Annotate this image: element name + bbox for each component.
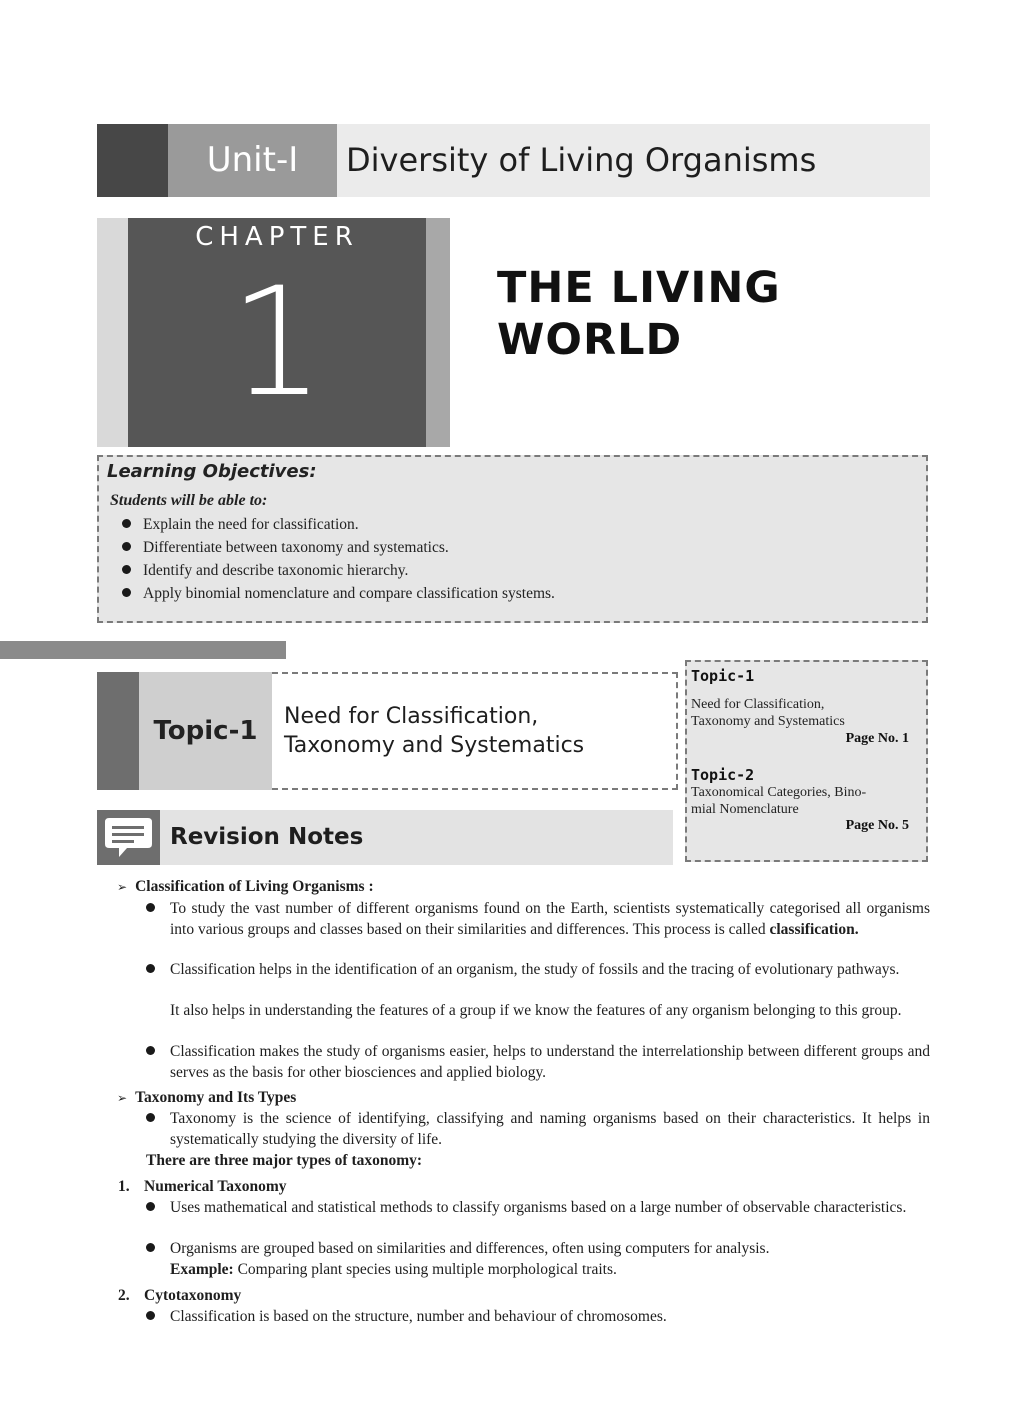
round-bullet-icon xyxy=(122,565,131,574)
index-topic-2-heading: Topic-2 xyxy=(691,766,755,784)
round-bullet-icon xyxy=(146,1311,155,1320)
chapter-number: 1 xyxy=(229,256,325,430)
example-label: Example: xyxy=(170,1261,234,1278)
unit-label: Unit-I xyxy=(206,140,299,180)
chapter-block-side-strip xyxy=(426,218,450,447)
index-topic-1-line-2: Taxonomy and Systematics xyxy=(691,714,845,729)
bullet-marker xyxy=(146,1198,167,1219)
round-bullet-icon xyxy=(122,542,131,551)
subheading-numerical-taxonomy: Numerical Taxonomy xyxy=(144,1178,287,1195)
bullet-marker xyxy=(146,1239,167,1260)
bullet-marker xyxy=(146,1042,167,1063)
note-paragraph: Classification makes the study of organisms easier, helps to understand the interrelationship between different groups and serves as the basis for other biosciences and applied biology. xyxy=(170,1043,930,1081)
arrow-bullet-icon: ➢ xyxy=(117,1091,128,1105)
list-number: 2. xyxy=(118,1287,130,1304)
bullet-marker xyxy=(146,1307,167,1328)
example-line: Example: Comparing plant species using multiple morphological traits. xyxy=(170,1261,617,1278)
bullet-marker xyxy=(146,899,167,920)
topic-accent-strip xyxy=(97,672,139,790)
topic-label: Topic-1 xyxy=(153,716,258,746)
speech-bubble-notes-icon xyxy=(97,810,160,865)
objective-item: Apply binomial nomenclature and compare classification systems. xyxy=(122,585,555,603)
note-paragraph: Taxonomy is the science of identifying, classifying and naming organisms based on their characteristics. It helps in systematically studying the diversity of life. xyxy=(170,1110,930,1148)
list-number: 1. xyxy=(118,1178,130,1195)
learning-objectives-subtitle: Students will be able to: xyxy=(110,492,268,509)
section-separator-bar xyxy=(0,641,286,659)
learning-objectives-title: Learning Objectives: xyxy=(107,461,317,482)
taxonomy-types-intro: There are three major types of taxonomy: xyxy=(146,1152,423,1169)
note-paragraph: Classification is based on the structure, number and behaviour of chromosomes. xyxy=(170,1308,667,1325)
section-heading-classification: ➢ Classification of Living Organisms : xyxy=(117,878,374,895)
round-bullet-icon xyxy=(146,1113,155,1122)
arrow-bullet-icon: ➢ xyxy=(117,880,128,894)
unit-title: Diversity of Living Organisms xyxy=(346,141,817,179)
note-paragraph: To study the vast number of different organisms found on the Earth, scientists systematically categorised all organisms into various groups and classes based on their similarities and differences. This process is called classification. xyxy=(170,900,930,938)
revision-notes-title: Revision Notes xyxy=(170,824,364,850)
bullet-marker xyxy=(146,1109,167,1130)
note-paragraph: Organisms are grouped based on similarities and differences, often using computers for analysis. xyxy=(170,1240,770,1257)
chapter-title xyxy=(497,262,917,366)
index-topic-2-line-2: mial Nomenclature xyxy=(691,802,799,817)
key-term: classification. xyxy=(769,920,859,938)
note-paragraph: It also helps in understanding the features of a group if we know the features of any organism belonging to this group. xyxy=(170,1002,902,1019)
index-topic-1-line-1: Need for Classification, xyxy=(691,697,825,712)
topic-title-line-2: Taxonomy and Systematics xyxy=(284,733,585,758)
chapter-title-line-2: WORLD xyxy=(497,315,683,365)
round-bullet-icon xyxy=(146,964,155,973)
objective-item: Identify and describe taxonomic hierarchy. xyxy=(122,562,408,580)
index-topic-1-heading: Topic-1 xyxy=(691,667,755,685)
index-topic-2-page: Page No. 5 xyxy=(845,818,909,833)
round-bullet-icon xyxy=(146,903,155,912)
topic-title xyxy=(284,702,674,760)
unit-banner-accent xyxy=(97,124,168,197)
objective-item: Explain the need for classification. xyxy=(122,516,359,534)
bullet-marker xyxy=(146,960,167,981)
subheading-cytotaxonomy: Cytotaxonomy xyxy=(144,1287,242,1304)
note-paragraph: Classification helps in the identification of an organism, the study of fossils and the tracing of evolutionary pathways. xyxy=(170,961,900,978)
note-paragraph: Uses mathematical and statistical methods to classify organisms based on a large number of observable characteristics. xyxy=(170,1199,907,1216)
round-bullet-icon xyxy=(122,519,131,528)
topic-title-line-1: Need for Classification, xyxy=(284,704,539,729)
round-bullet-icon xyxy=(146,1202,155,1211)
round-bullet-icon xyxy=(122,588,131,597)
objective-item: Differentiate between taxonomy and systematics. xyxy=(122,539,449,557)
chapter-word: CHAPTER xyxy=(195,222,359,252)
section-heading-taxonomy: ➢ Taxonomy and Its Types xyxy=(117,1089,297,1106)
revision-notes-icon-box xyxy=(97,810,160,865)
index-topic-1-page: Page No. 1 xyxy=(845,731,909,746)
round-bullet-icon xyxy=(146,1046,155,1055)
index-topic-2-line-1: Taxonomical Categories, Bino- xyxy=(691,785,867,800)
round-bullet-icon xyxy=(146,1243,155,1252)
chapter-title-line-1: THE LIVING xyxy=(497,263,781,313)
